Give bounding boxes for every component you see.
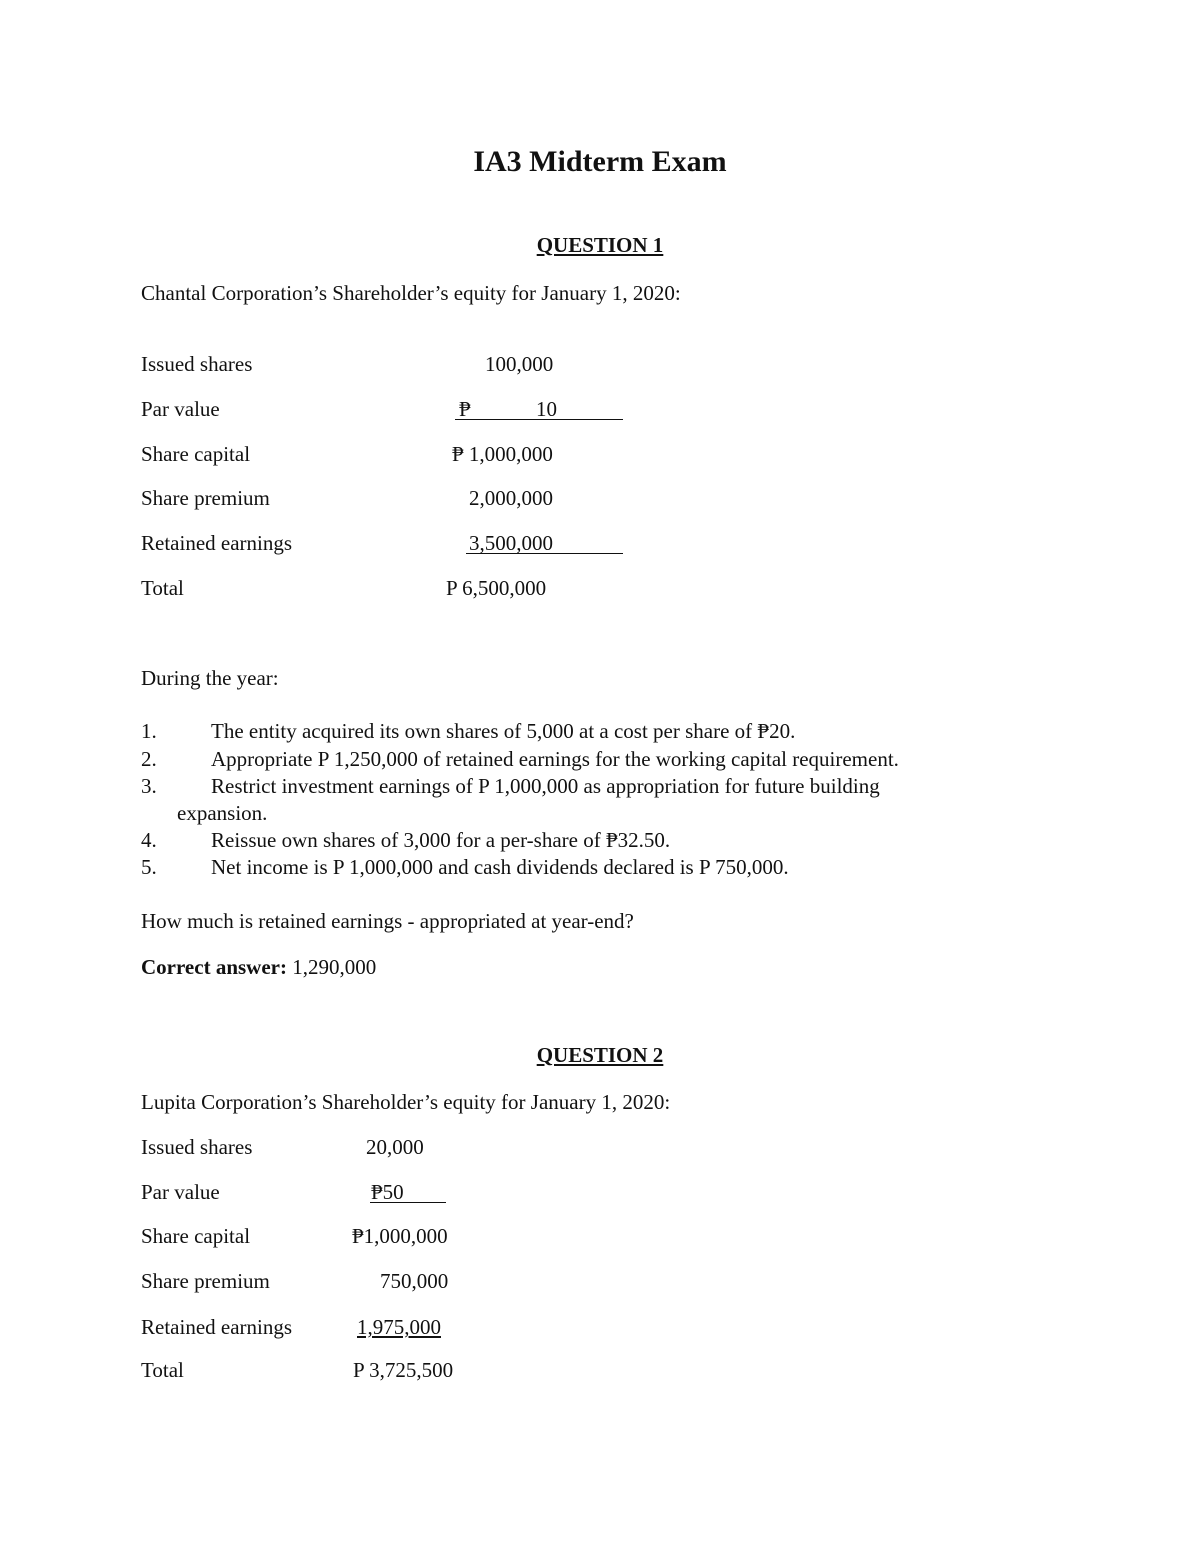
q1-row-value: 3,500,000 (469, 531, 553, 555)
list-item-number: 5. (141, 855, 157, 879)
q2-row-value: ₱50 (371, 1180, 404, 1204)
question-2-intro: Lupita Corporation’s Shareholder’s equity for January 1, 2020: (141, 1090, 671, 1114)
question-2-heading: QUESTION 2 (536, 1043, 664, 1067)
q2-row-value: 750,000 (380, 1269, 449, 1293)
q1-row-value: 2,000,000 (469, 486, 553, 510)
during-the-year-label: During the year: (141, 666, 279, 690)
q1-row-currency: ₱ (459, 397, 471, 421)
list-item-number: 3. (141, 774, 157, 798)
q2-row-value: 1,975,000 (357, 1315, 441, 1339)
q1-row-label: Share capital (141, 442, 251, 466)
q1-row-value: P 6,500,000 (446, 576, 547, 600)
q2-row-label: Total (141, 1358, 184, 1382)
underline-rule (370, 1202, 446, 1203)
question-1-intro: Chantal Corporation’s Shareholder’s equity for January 1, 2020: (141, 281, 681, 305)
answer-label: Correct answer: (141, 955, 287, 979)
list-item-continuation: expansion. (177, 801, 268, 825)
underline-rule (455, 419, 623, 420)
q2-row-value: ₱1,000,000 (352, 1224, 448, 1248)
q1-row-label: Par value (141, 397, 220, 421)
q1-row-label: Issued shares (141, 352, 253, 376)
q2-row-value: 20,000 (366, 1135, 424, 1159)
question-1-answer (141, 955, 376, 979)
q2-row-value: P 3,725,500 (353, 1358, 454, 1382)
list-item-number: 1. (141, 719, 157, 743)
list-item: Restrict investment earnings of P 1,000,000 as appropriation for future building (211, 774, 880, 798)
q1-row-label: Share premium (141, 486, 270, 510)
question-1-prompt: How much is retained earnings - appropriated at year-end? (141, 909, 634, 933)
page-title: IA3 Midterm Exam (473, 145, 727, 178)
list-item: Reissue own shares of 3,000 for a per-share of ₱32.50. (211, 828, 671, 852)
q2-row-label: Par value (141, 1180, 220, 1204)
q1-row-label: Total (141, 576, 184, 600)
list-item: The entity acquired its own shares of 5,000 at a cost per share of ₱20. (211, 719, 796, 743)
q2-row-label: Share premium (141, 1269, 270, 1293)
q1-row-label: Retained earnings (141, 531, 293, 555)
underline-rule (466, 553, 623, 554)
q1-row-value: 10 (536, 397, 557, 421)
answer-value: 1,290,000 (292, 955, 377, 979)
q2-row-label: Retained earnings (141, 1315, 293, 1339)
list-item-number: 4. (141, 828, 157, 852)
q1-row-value: 100,000 (485, 352, 554, 376)
q1-row-value: ₱ 1,000,000 (452, 442, 553, 466)
q2-row-label: Issued shares (141, 1135, 253, 1159)
question-1-heading: QUESTION 1 (536, 233, 664, 257)
list-item: Appropriate P 1,250,000 of retained earnings for the working capital requirement. (211, 747, 899, 771)
q2-row-label: Share capital (141, 1224, 251, 1248)
list-item: Net income is P 1,000,000 and cash dividends declared is P 750,000. (211, 855, 789, 879)
list-item-number: 2. (141, 747, 157, 771)
